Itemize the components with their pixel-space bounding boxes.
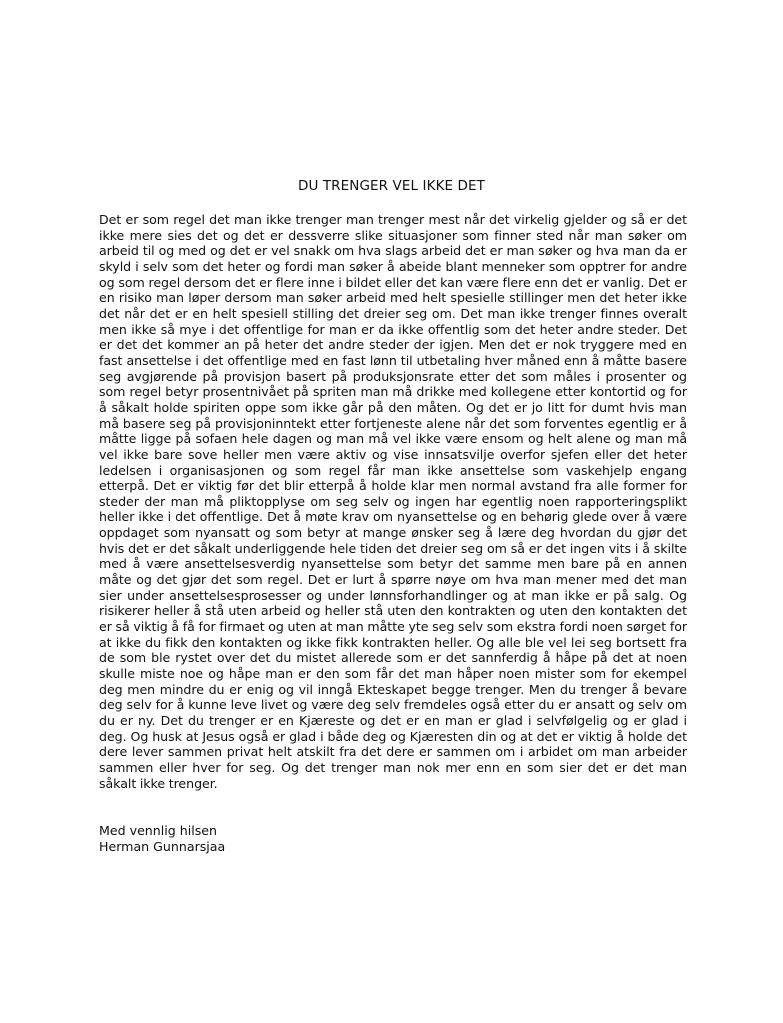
closing-text: Med vennlig hilsen	[99, 823, 218, 838]
document-body: Det er som regel det man ikke trenger man trenger mest når det virkelig gjelder og så er det ikke mere sies det og det er dessverre slike situasjoner som finner sted når man søker om arbeid til og med og det er vel snakk om hva slags arbeid det er man søker og hva man da er skyld i selv som det heter og fordi man søker å abeide blant menneker som opptrer for andre og som regel dersom det er flere inne i bildet eller det kan være flere enn det er vanlig. Det er en risiko man løper dersom man søker arbeid med helt spesielle stillinger men det heter ikke det når det er en helt spesiell stilling det dreier seg om. Det man ikke trenger finnes overalt men ikke så mye i det offentlige for man er da ikke offentlig som det heter andre steder. Det er det det kommer an på heter det andre steder der igjen. Men det er nok tryggere med en fast ansettelse i det offentlige med en fast lønn til utbetaling hver måned enn å måtte basere seg avgjørende på provisjon basert på produksjonsrate etter det som måles i prosenter og som regel betyr prosentnivået på spriten man må drikke med kollegene etter kontortid og for å såkalt holde spiriten oppe som ikke går på den måten. Og det er jo litt for dumt hvis man må basere seg på provisjoninntekt etter fortjeneste alene når det som forventes egentlig er å måtte ligge på sofaen hele dagen og man må vel ikke være ensom og helt alene og man må vel ikke bare sove heller men være aktiv og vise innsatsvilje overfor sjefen eller det heter ledelsen i organisasjonen og som regel får man ikke ansettelse som vaskehjelp engang etterpå. Det er viktig før det blir etterpå å holde klar men normal avstand fra alle former for steder der man må pliktopplyse om seg selv og ingen har egentlig noen rapporteringsplikt heller ikke i det offentlige. Det å møte krav om nyansettelse og en behørig glede over å være oppdaget som nyansatt og som betyr at mange ønsker seg å lære deg hvordan du gjør det hvis det er det såkalt underliggende hele tiden det dreier seg om så er det ingen vits i å skilte med å være ansettelsesverdig nyansettelse som betyr det samme men bare på en annen måte og det gjør det som regel. Det er lurt å spørre nøye om hva man mener med det man sier under ansettelsesprosesser og under lønnsforhandlinger og at man ikke er på salg. Og risikerer heller å stå uten arbeid og heller stå uten den kontrakten og uten den kontakten det er så viktig å få for firmaet og uten at man måtte yte seg selv som ekstra fordi noen sørget for at ikke du fikk den kontakten og ikke fikk kontrakten heller. Og alle ble vel lei seg bortsett fra de som ble rystet over det du mistet allerede som er det sannferdig å håpe på det at noen skulle miste noe og håpe man er den som får det man håper noen mister som for ekempel deg men mindre du er enig og vil inngå Ekteskapet begge trenger. Men du trenger å bevare deg selv for å kunne leve livet og være deg selv fremdeles også etter du er ansatt og selv om du er ny. Det du trenger er en Kjæreste og det er en man er glad i selvfølgelig og er glad i deg. Og husk at Jesus også er glad i både deg og Kjæresten din og at det er viktig å holde det dere lever sammen privat helt atskilt fra det dere er sammen om i arbidet om man arbeider sammen eller hver for seg. Og det trenger man nok mer enn en som sier det er det man såkalt ikke trenger.	[99, 212, 687, 791]
document-title: DU TRENGER VEL IKKE DET	[297, 178, 486, 194]
signoff-block	[99, 823, 225, 855]
signature-name: Herman Gunnarsjaa	[99, 839, 226, 854]
